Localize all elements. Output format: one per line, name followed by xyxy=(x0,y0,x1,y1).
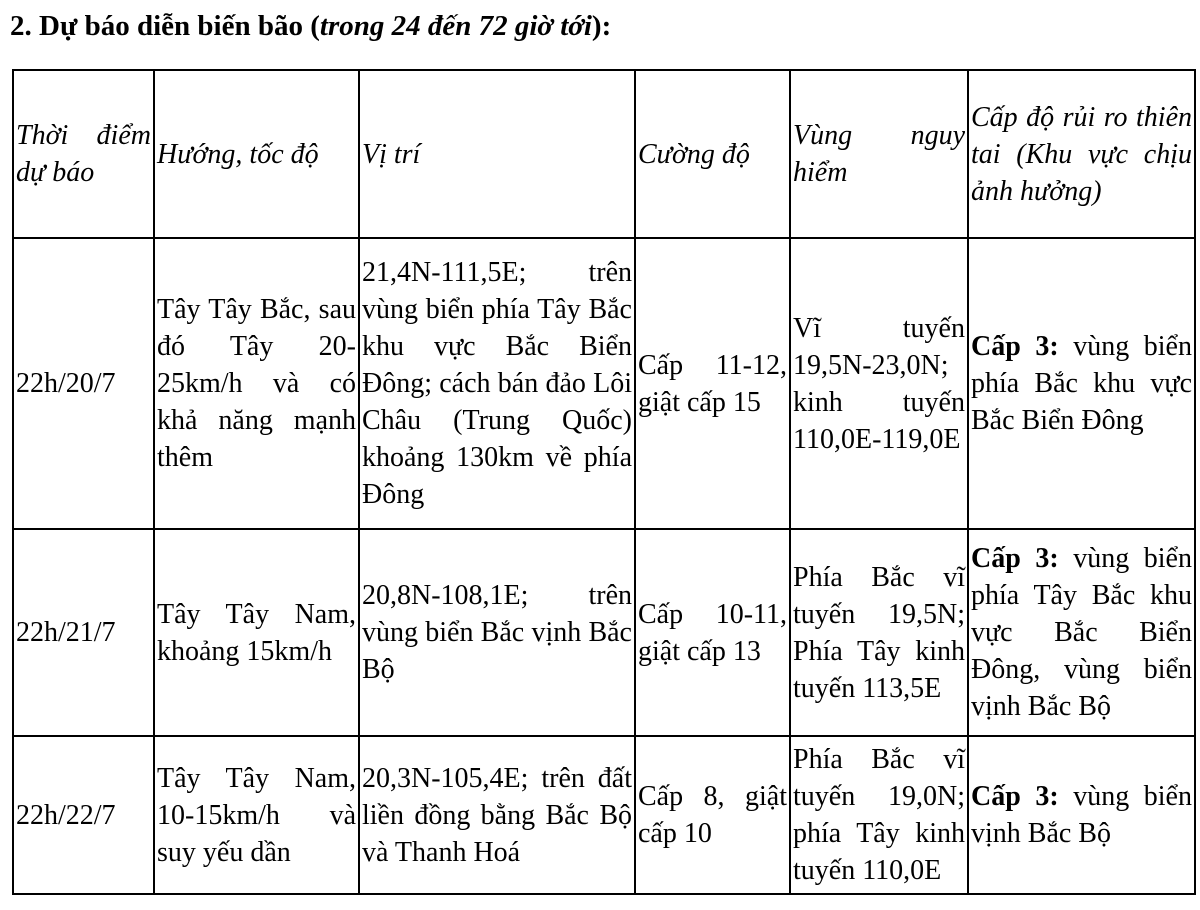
storm-forecast-table xyxy=(12,69,1196,895)
col-header-intensity: Cường độ xyxy=(635,70,790,238)
section-heading xyxy=(10,8,611,44)
risk-level-label: Cấp 3: xyxy=(971,543,1059,574)
risk-area-text: vùng biển vịnh Bắc Bộ xyxy=(971,781,1192,849)
col-header-danger-zone: Vùng nguy hiểm xyxy=(790,70,968,238)
cell-time: 22h/20/7 xyxy=(13,238,154,529)
heading-suffix: ): xyxy=(591,10,612,42)
cell-risk xyxy=(968,238,1195,529)
cell-position: 20,3N-105,4E; trên đất liền đồng bằng Bắc Bộ và Thanh Hoá xyxy=(359,736,635,894)
cell-danger-zone: Phía Bắc vĩ tuyến 19,5N; Phía Tây kinh tuyến 113,5E xyxy=(790,529,968,736)
cell-risk xyxy=(968,529,1195,736)
table-header-row xyxy=(13,70,1195,238)
table-row xyxy=(13,529,1195,736)
cell-time: 22h/22/7 xyxy=(13,736,154,894)
cell-risk xyxy=(968,736,1195,894)
cell-position: 20,8N-108,1E; trên vùng biển Bắc vịnh Bắc Bộ xyxy=(359,529,635,736)
cell-intensity: Cấp 11-12, giật cấp 15 xyxy=(635,238,790,529)
cell-intensity: Cấp 8, giật cấp 10 xyxy=(635,736,790,894)
risk-level-label: Cấp 3: xyxy=(971,781,1059,812)
cell-time: 22h/21/7 xyxy=(13,529,154,736)
col-header-time: Thời điểm dự báo xyxy=(13,70,154,238)
cell-direction: Tây Tây Nam, khoảng 15km/h xyxy=(154,529,359,736)
cell-position: 21,4N-111,5E; trên vùng biển phía Tây Bắc khu vực Bắc Biển Đông; cách bán đảo Lôi Châu (Trung Quốc) khoảng 130km về phía Đông xyxy=(359,238,635,529)
table-row xyxy=(13,238,1195,529)
risk-area-text: vùng biển phía Tây Bắc khu vực Bắc Biển Đông, vùng biển vịnh Bắc Bộ xyxy=(971,543,1192,722)
col-header-direction: Hướng, tốc độ xyxy=(154,70,359,238)
risk-area-text: vùng biển phía Bắc khu vực Bắc Biển Đông xyxy=(971,331,1192,436)
heading-emphasis: trong 24 đến 72 giờ tới xyxy=(319,10,592,42)
cell-danger-zone: Phía Bắc vĩ tuyến 19,0N; phía Tây kinh tuyến 110,0E xyxy=(790,736,968,894)
cell-danger-zone: Vĩ tuyến 19,5N-23,0N; kinh tuyến 110,0E-119,0E xyxy=(790,238,968,529)
col-header-risk-level: Cấp độ rủi ro thiên tai (Khu vực chịu ảnh hưởng) xyxy=(968,70,1195,238)
table-row xyxy=(13,736,1195,894)
cell-direction: Tây Tây Bắc, sau đó Tây 20-25km/h và có khả năng mạnh thêm xyxy=(154,238,359,529)
risk-level-label: Cấp 3: xyxy=(971,331,1059,362)
heading-prefix: 2. Dự báo diễn biến bão ( xyxy=(10,10,320,42)
col-header-position: Vị trí xyxy=(359,70,635,238)
cell-intensity: Cấp 10-11, giật cấp 13 xyxy=(635,529,790,736)
cell-direction: Tây Tây Nam, 10-15km/h và suy yếu dần xyxy=(154,736,359,894)
